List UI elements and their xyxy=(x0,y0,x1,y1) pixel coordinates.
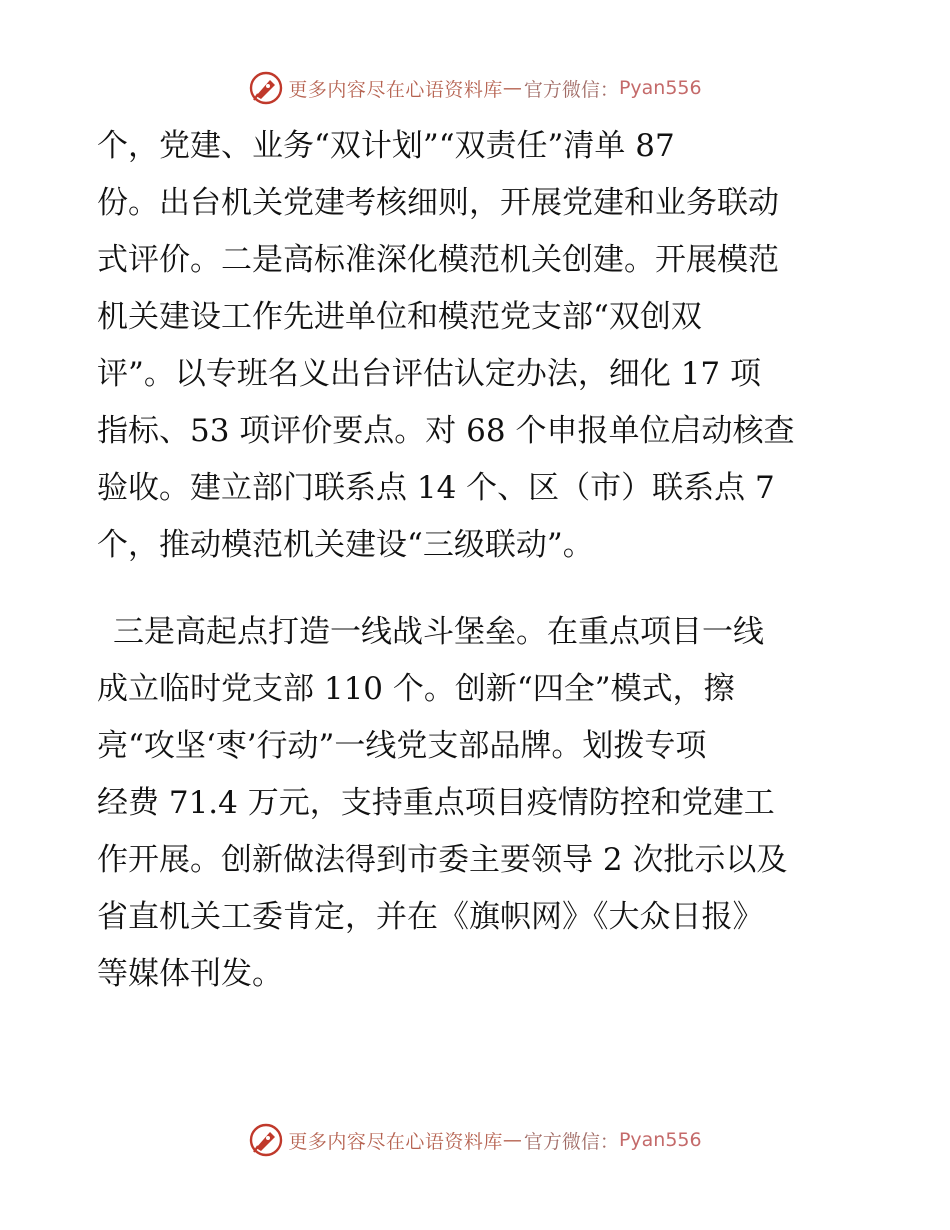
header-separator: — xyxy=(502,77,522,99)
pen-nib-logo-icon xyxy=(248,70,284,106)
footer-site-text: 更多内容尽在心语资料库 xyxy=(288,1130,503,1153)
text-line: 等媒体刊发。 xyxy=(97,956,283,992)
text-line: 个，党建、业务“双计划”“双责任”清单 87 xyxy=(97,128,675,164)
document-body xyxy=(97,118,857,1003)
paragraph-2 xyxy=(97,604,857,1003)
text-line: 份。出台机关党建考核细则，开展党建和业务联动 xyxy=(97,185,779,221)
text-line: 亮“攻坚‘枣’行动”一线党支部品牌。划拨专项 xyxy=(97,728,707,764)
text-line: 式评价。二是高标准深化模范机关创建。开展模范 xyxy=(97,242,779,278)
pen-nib-logo-icon xyxy=(248,1122,284,1158)
text-line: 评”。以专班名义出台评估认定办法，细化 17 项 xyxy=(97,356,762,392)
text-line: 省直机关工委肯定，并在《旗帜网》《大众日报》 xyxy=(97,899,764,935)
text-line: 三是高起点打造一线战斗堡垒。在重点项目一线 xyxy=(113,614,764,650)
footer-banner xyxy=(0,1120,950,1160)
text-line: 经费 71.4 万元，支持重点项目疫情防控和党建工 xyxy=(97,785,775,821)
text-line: 机关建设工作先进单位和模范党支部“双创双 xyxy=(97,299,702,335)
text-line: 验收。建立部门联系点 14 个、区（市）联系点 7 xyxy=(97,470,775,506)
text-line: 成立临时党支部 110 个。创新“四全”模式，擦 xyxy=(97,671,735,707)
footer-wechat-label: 官方微信： xyxy=(523,1130,619,1153)
footer-wechat-id: Pyan556 xyxy=(618,1129,702,1151)
header-banner xyxy=(0,68,950,108)
header-site-text: 更多内容尽在心语资料库 xyxy=(288,78,503,101)
header-wechat-label: 官方微信： xyxy=(523,78,619,101)
paragraph-gap xyxy=(97,574,857,604)
header-wechat-id: Pyan556 xyxy=(618,77,702,99)
text-line: 个，推动模范机关建设“三级联动”。 xyxy=(97,527,594,563)
text-line: 作开展。创新做法得到市委主要领导 2 次批示以及 xyxy=(97,842,788,878)
paragraph-1 xyxy=(97,118,857,574)
text-line: 指标、53 项评价要点。对 68 个申报单位启动核查 xyxy=(97,413,795,449)
footer-separator: — xyxy=(502,1129,522,1151)
